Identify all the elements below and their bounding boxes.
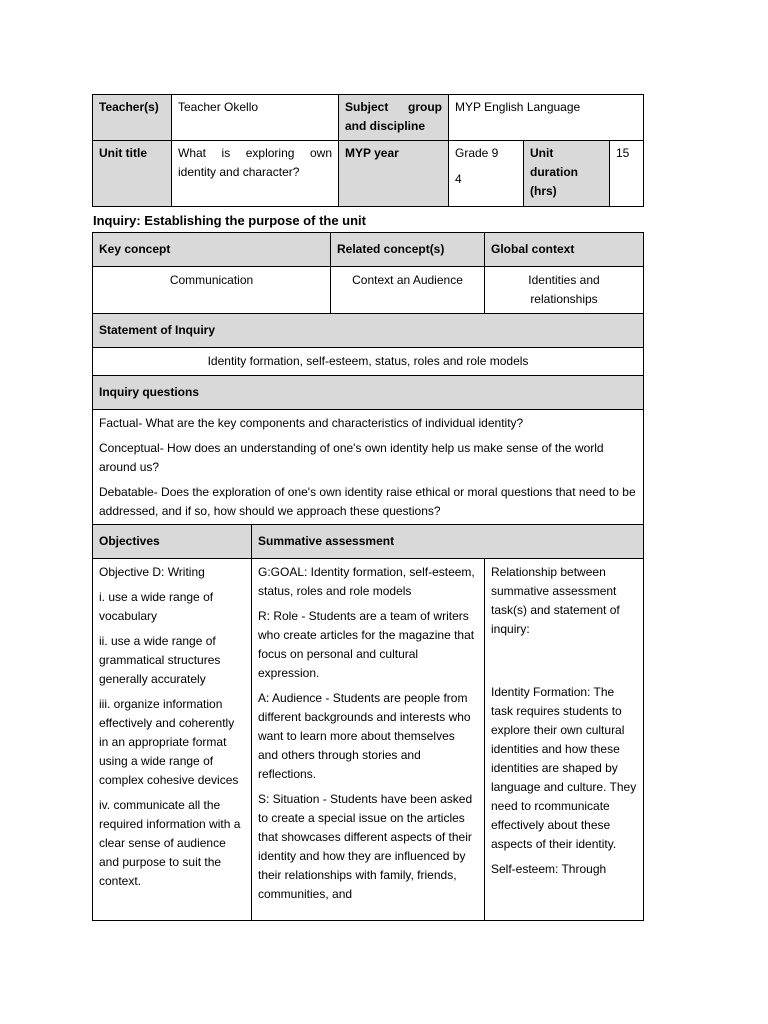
- summative-goal: G:GOAL: Identity formation, self-esteem, status, roles and role models: [258, 565, 475, 598]
- relationship-column: [485, 559, 644, 921]
- key-concept-label: Key concept: [93, 233, 331, 267]
- objective-item: iii. organize information effectively and coherently in an appropriate format using a wide range of complex cohesive devices: [99, 697, 239, 787]
- objectives-list: [93, 559, 252, 921]
- unit-title-line2: identity and character?: [178, 165, 300, 179]
- assessment-table: [92, 524, 644, 921]
- teacher-value: Teacher Okello: [172, 95, 339, 141]
- inquiry-questions-label: Inquiry questions: [93, 376, 644, 410]
- myp-year-number: 4: [455, 172, 462, 186]
- relationship-tail: Self-esteem: Through: [491, 862, 607, 876]
- teacher-label: Teacher(s): [93, 95, 172, 141]
- statement-of-inquiry-label: Statement of Inquiry: [93, 314, 644, 348]
- summative-assessment-label: Summative assessment: [252, 525, 644, 559]
- key-concept-value: Communication: [93, 267, 331, 314]
- objectives-label: Objectives: [93, 525, 252, 559]
- summative-list: [252, 559, 485, 921]
- global-context-value: Identities and relationships: [485, 267, 644, 314]
- objective-item: ii. use a wide range of grammatical structures generally accurately: [99, 634, 221, 686]
- global-context-label: Global context: [485, 233, 644, 267]
- unit-header-table: [92, 94, 644, 207]
- unit-title-line1: What is exploring own: [178, 146, 332, 160]
- myp-year-label: MYP year: [339, 141, 449, 207]
- unit-duration-label: Unit duration (hrs): [524, 141, 610, 207]
- unit-duration-value: 15: [610, 141, 644, 207]
- inquiry-questions-list: [93, 410, 644, 527]
- related-concepts-value: Context an Audience: [331, 267, 485, 314]
- relationship-heading: Relationship between summative assessment task(s) and statement of inquiry:: [491, 565, 620, 636]
- objective-item: Objective D: Writing: [99, 565, 205, 579]
- summative-situation: S: Situation - Students have been asked to create a special issue on the articles that showcases different aspects of their identity and how they are influenced by their relationships with family, friends, communities, and: [258, 792, 473, 901]
- factual-question: Factual- What are the key components and characteristics of individual identity?: [99, 416, 524, 430]
- myp-year-grade: Grade 9: [455, 146, 499, 160]
- inquiry-heading: Inquiry: Establishing the purpose of the unit: [93, 213, 366, 228]
- objective-item: i. use a wide range of vocabulary: [99, 590, 214, 623]
- subject-group-label: [339, 95, 449, 141]
- summative-audience: A: Audience - Students are people from different backgrounds and interests who want to learn more about themselves and others through stories and reflections.: [258, 691, 471, 781]
- conceptual-question: Conceptual- How does an understanding of one's own identity help us make sense of the world around us?: [99, 441, 604, 474]
- summative-role: R: Role - Students are a team of writers who create articles for the magazine that focus on personal and cultural expression.: [258, 609, 475, 680]
- objective-item: iv. communicate all the required information with a clear sense of audience and purpose to suit the context.: [99, 798, 241, 888]
- subject-group-label-line2: and discipline: [345, 119, 426, 133]
- unit-title-value: [172, 141, 339, 207]
- debatable-question: Debatable- Does the exploration of one's own identity raise ethical or moral questions that need to be addressed, and if so, how should we approach these questions?: [99, 485, 636, 518]
- inquiry-table: [92, 232, 644, 527]
- myp-year-value: [449, 141, 524, 207]
- statement-of-inquiry-value: Identity formation, self-esteem, status, roles and role models: [93, 348, 644, 376]
- related-concepts-label: Related concept(s): [331, 233, 485, 267]
- unit-title-label: Unit title: [93, 141, 172, 207]
- subject-group-label-line1: Subject group: [345, 100, 442, 114]
- relationship-body: Identity Formation: The task requires students to explore their own cultural identities and how these identities are shaped by language and culture. They need to rcommunicate effectively about these aspects of their identity.: [491, 685, 637, 851]
- subject-group-value: MYP English Language: [449, 95, 644, 141]
